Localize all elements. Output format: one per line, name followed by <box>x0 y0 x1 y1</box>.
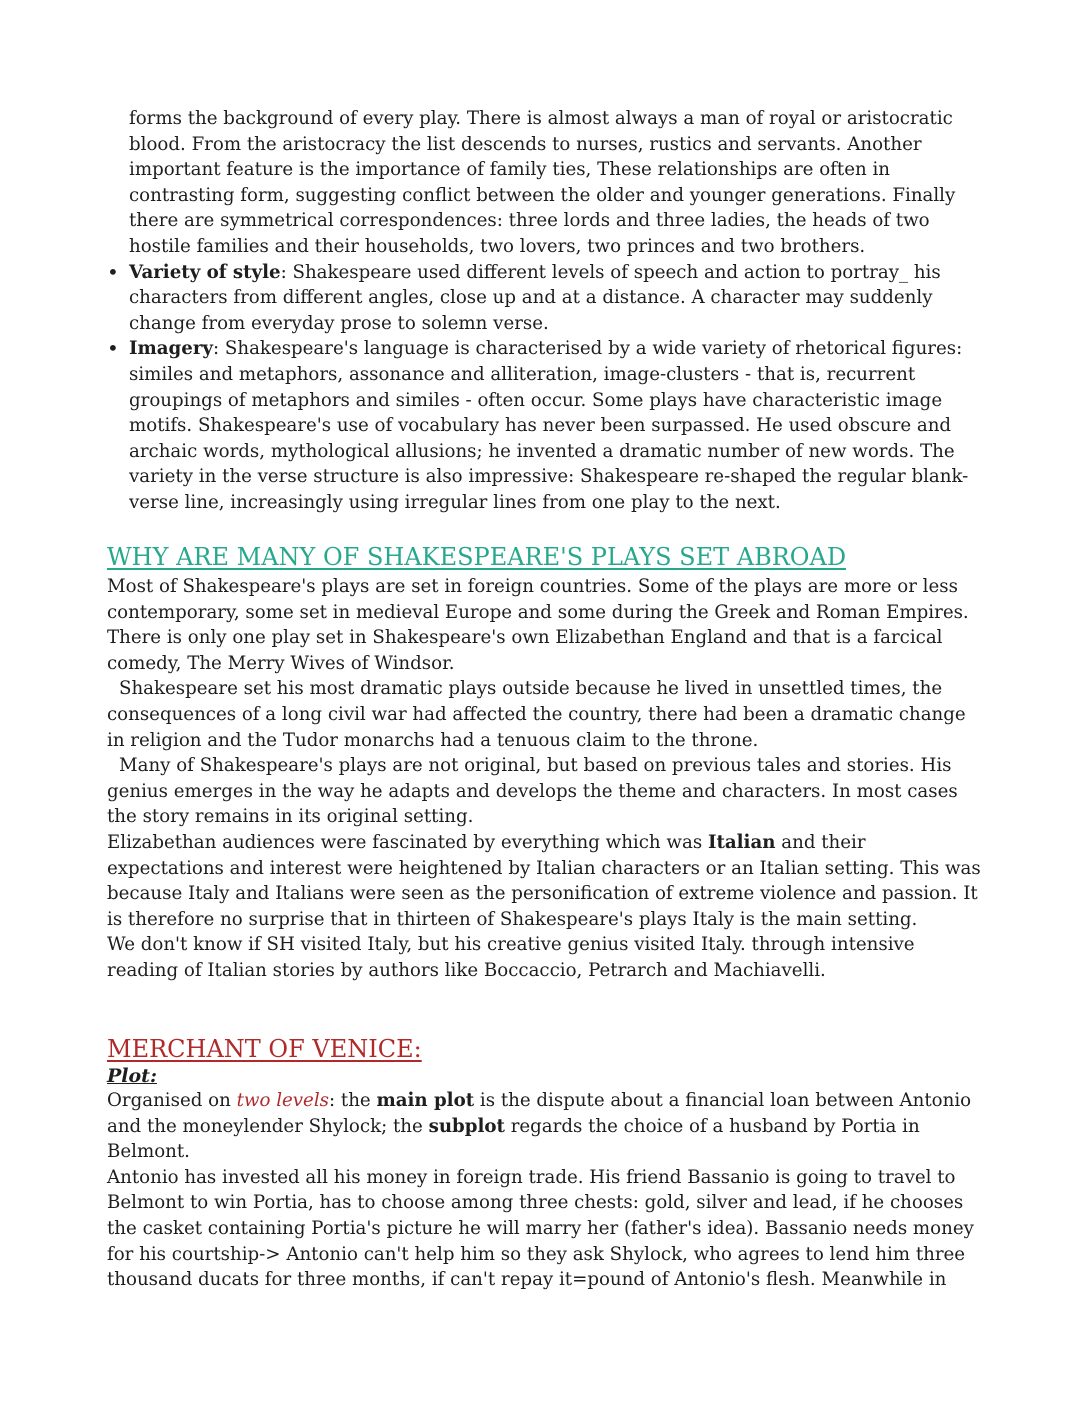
text-run: is the dispute about a financial loan between Antonio and the moneylender Shylock; the <box>107 1090 972 1137</box>
subheading: Plot: <box>107 1065 157 1087</box>
section-heading: WHY ARE MANY OF SHAKESPEARE'S PLAYS SET ABROAD <box>107 543 847 571</box>
merchant-section <box>107 1034 987 1293</box>
text-run: Organised on <box>107 1090 237 1111</box>
section-heading: MERCHANT OF VENICE: <box>107 1035 422 1063</box>
paragraph: We don't know if SH visited Italy, but his creative genius visited Italy. through intensive reading of Italian stories by authors like Boccaccio, Petrarch and Machiavelli. <box>107 934 915 981</box>
bold-term: main plot <box>376 1090 475 1111</box>
bold-term: subplot <box>428 1115 505 1137</box>
continued-paragraph: forms the background of every play. There is almost always a man of royal or aristocratic blood. From the aristocracy the list descends to nurses, rustics and servants. Another important feature is the importance of family ties, These relationships are often in contrasting form, suggesting conflict between the older and younger generations. Finally there are symmetrical correspondences: three lords and three ladies, the heads of two hostile families and their households, two lovers, two princes and two brothers. <box>129 108 956 257</box>
text-run: and their expectations and interest were heightened by Italian characters or an Italian setting. This was because Italy and Italians were seen as the personification of extreme violence and passion. It is therefore no surprise that in thirteen of Shakespeare's plays Italy is the main setting. <box>107 831 981 930</box>
bold-term: Italian <box>707 831 776 853</box>
bullet-text: : Shakespeare's language is characterised by a wide variety of rhetorical figures: similes and metaphors, assonance and alliteration, image-clusters - that is, recurrent groupings of metaphors and similes - often occur. Some plays have characteristic image motifs. Shakespeare's use of vocabulary has never been surpassed. He used obscure and archaic words, mythological allusions; he invented a dramatic number of new words. The variety in the verse structure is also impressive: Shakespeare re-shaped the regular blank-verse line, increasingly using irregular lines from one play to the next. <box>129 338 969 513</box>
paragraph <box>107 1088 987 1165</box>
abroad-section <box>107 542 987 984</box>
paragraph: Antonio has invested all his money in foreign trade. His friend Bassanio is going to travel to Belmont to win Portia, has to choose among three chests: gold, silver and lead, if he chooses the casket containing Portia's picture he will marry her (father's idea). Bassanio needs money for his courtship-> Antonio can't help him so they ask Shylock, who agrees to lend him three thousand ducats for three months, if can't repay it=pound of Antonio's flesh. Meanwhile in <box>107 1166 974 1291</box>
bullet-term: Variety of style <box>129 261 281 283</box>
bullet-term: Imagery <box>129 338 213 360</box>
text-run: Elizabethan audiences were fascinated by everything which was <box>107 831 708 853</box>
bullet-variety-of-style <box>107 259 969 337</box>
paragraph <box>107 830 987 932</box>
bullet-imagery <box>107 336 969 515</box>
features-list <box>107 106 969 516</box>
bullet-icon: • <box>107 259 119 284</box>
text-run: regards the choice of a husband by Portia in Belmont. <box>107 1115 920 1163</box>
paragraph: Shakespeare set his most dramatic plays outside because he lived in unsettled times, the consequences of a long civil war had affected the country, there had been a dramatic change in religion and the Tudor monarchs had a tenuous claim to the throne. <box>107 678 966 751</box>
highlight-term: two levels <box>236 1090 329 1111</box>
text-run: : the <box>328 1090 377 1111</box>
paragraph: Most of Shakespeare's plays are set in foreign countries. Some of the plays are more or less contemporary, some set in medieval Europe and some during the Greek and Roman Empires. There is only one play set in Shakespeare's own Elizabethan England and that is a farcical comedy, The Merry Wives of Windsor. <box>107 576 969 674</box>
paragraph: Many of Shakespeare's plays are not original, but based on previous tales and stories. His genius emerges in the way he adapts and develops the theme and characters. In most cases the story remains in its original setting. <box>107 755 958 828</box>
bullet-text: : Shakespeare used different levels of speech and action to portray_ his characters from different angles, close up and at a distance. A character may suddenly change from everyday prose to solemn verse. <box>129 261 941 334</box>
bullet-icon: • <box>107 336 119 361</box>
